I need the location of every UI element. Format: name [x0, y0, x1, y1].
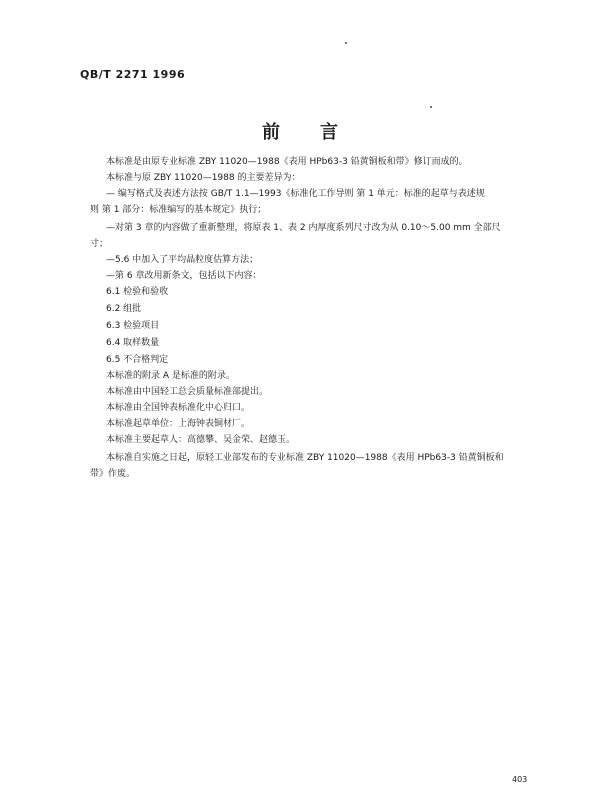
- body-line: —5.6 中加入了平均晶粒度估算方法；: [106, 255, 259, 265]
- body-line: 本标准是由原专业标准 ZBY 11020—1988《表用 HPb63-3 铅黄铜板和带》修订而成的。: [106, 157, 468, 167]
- list-item: 6.1 检验和验收: [106, 287, 169, 297]
- list-item: 6.3 检验项目: [106, 321, 160, 331]
- body-line: 本标准由全国钟表标准化中心归口。: [106, 403, 251, 413]
- body-line: 本标准起草单位：上海钟表铜材厂。: [106, 419, 251, 429]
- body-line: 本标准的附录 A 是标准的附录。: [106, 371, 235, 381]
- list-item: 6.2 组批: [106, 304, 142, 314]
- body-line: 本标准与原 ZBY 11020—1988 的主要差异为：: [106, 173, 301, 183]
- list-item: 6.4 取样数量: [106, 338, 160, 348]
- body-line: 本标准主要起草人：高德攀、吴金荣、赵德玉。: [106, 435, 296, 445]
- scan-speck: [430, 106, 432, 108]
- page-number: 403: [512, 775, 528, 784]
- list-item: 6.5 不合格判定: [106, 355, 169, 365]
- body-line: — 编写格式及表述方法按 GB/T 1.1—1993《标准化工作导则 第 1 单元：标准的起草与表述规: [106, 189, 485, 199]
- body-line: 本标准自实施之日起，原轻工业部发布的专业标准 ZBY 11020—1988《表用 HPb63-3 铅黄铜板和: [106, 453, 504, 463]
- scan-speck: [345, 42, 347, 44]
- body-line: 寸；: [90, 239, 109, 249]
- page-title: 前言: [262, 122, 378, 143]
- body-line: —对第 3 章的内容做了重新整理，将原表 1、表 2 内厚度系列尺寸改为从 0.10～5.00 mm 全部尺: [106, 223, 501, 233]
- body-line: 带》作废。: [90, 469, 136, 479]
- body-line: —第 6 章改用新条文，包括以下内容：: [106, 271, 262, 281]
- standard-code: QB/T 2271 1996: [80, 68, 186, 81]
- body-line: 本标准由中国轻工总会质量标准部提出。: [106, 387, 269, 397]
- body-line: 则 第 1 部分：标准编写的基本规定》执行；: [90, 205, 267, 215]
